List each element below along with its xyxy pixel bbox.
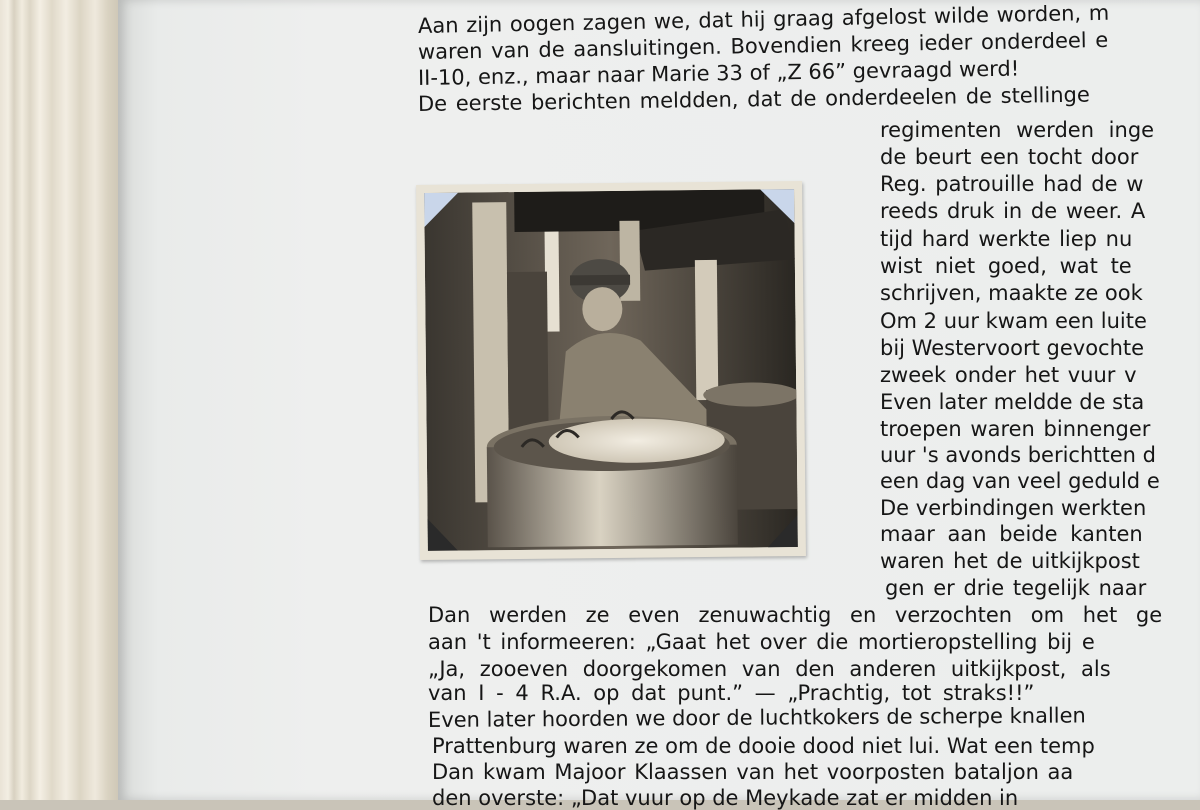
text-line: Dan werden ze even zenuwachtig en verzochten om het ge [428,603,1163,627]
text-line: De eerste berichten meldden, dat de onderdeelen de stellinge [417,82,1090,116]
text-line: Om 2 uur kwam een luite [880,309,1147,333]
book-spine-page-edges [0,0,125,800]
text-line: de beurt een tocht door [880,145,1139,169]
text-line: II-10, enz., maar naar Marie 33 of „Z 66” gevraagd werd! [417,56,1020,90]
text-line: aan 't informeeren: „Gaat het over die mortieropstelling bij e [428,630,1095,654]
text-line: tijd hard werkte liep nu [880,227,1133,251]
text-line: „Ja, zooeven doorgekomen van den anderen uitkijkpost, als [428,657,1111,681]
text-line: Even later meldde de sta [880,390,1145,414]
text-line: Aan zijn oogen zagen we, dat hij graag afgelost wilde worden, m [417,0,1110,38]
text-line: van I - 4 R.A. op dat punt.” — „Prachtig, tot straks!!” [428,681,1035,705]
text-line: waren het de uitkijkpost [880,549,1140,573]
mounted-photograph [416,181,806,560]
text-line: zweek onder het vuur v [880,363,1137,387]
text-line: Reg. patrouille had de w [880,172,1144,196]
text-line: bij Westervoort gevochte [880,336,1145,360]
text-line: den overste: „Dat vuur op de Meykade zat er midden in [432,786,1019,810]
text-line: troepen waren binnenger [880,417,1151,441]
text-line: gen er drie tegelijk naar [885,576,1147,600]
text-line: maar aan beide kanten [880,522,1143,546]
text-line: schrijven, maakte ze ook [880,281,1143,305]
text-line: Even later hoorden we door de luchtkokers de scherpe knallen [427,703,1086,732]
text-line: wist niet goed, wat te [880,254,1132,278]
text-line: regimenten werden inge [880,118,1155,142]
text-line: Prattenburg waren ze om de dooie dood niet lui. Wat een temp [432,734,1095,758]
text-line: een dag van veel geduld e [880,469,1160,493]
text-line: reeds druk in de weer. A [880,199,1146,223]
text-line: uur 's avonds berichtten d [880,443,1156,467]
soldier-cooking-photo [424,189,798,551]
text-line: De verbindingen werkten [880,496,1147,520]
text-line: waren van de aansluitingen. Bovendien kreeg ieder onderdeel e [417,27,1109,64]
text-line: Dan kwam Majoor Klaassen van het voorposten bataljon aa [432,760,1074,784]
